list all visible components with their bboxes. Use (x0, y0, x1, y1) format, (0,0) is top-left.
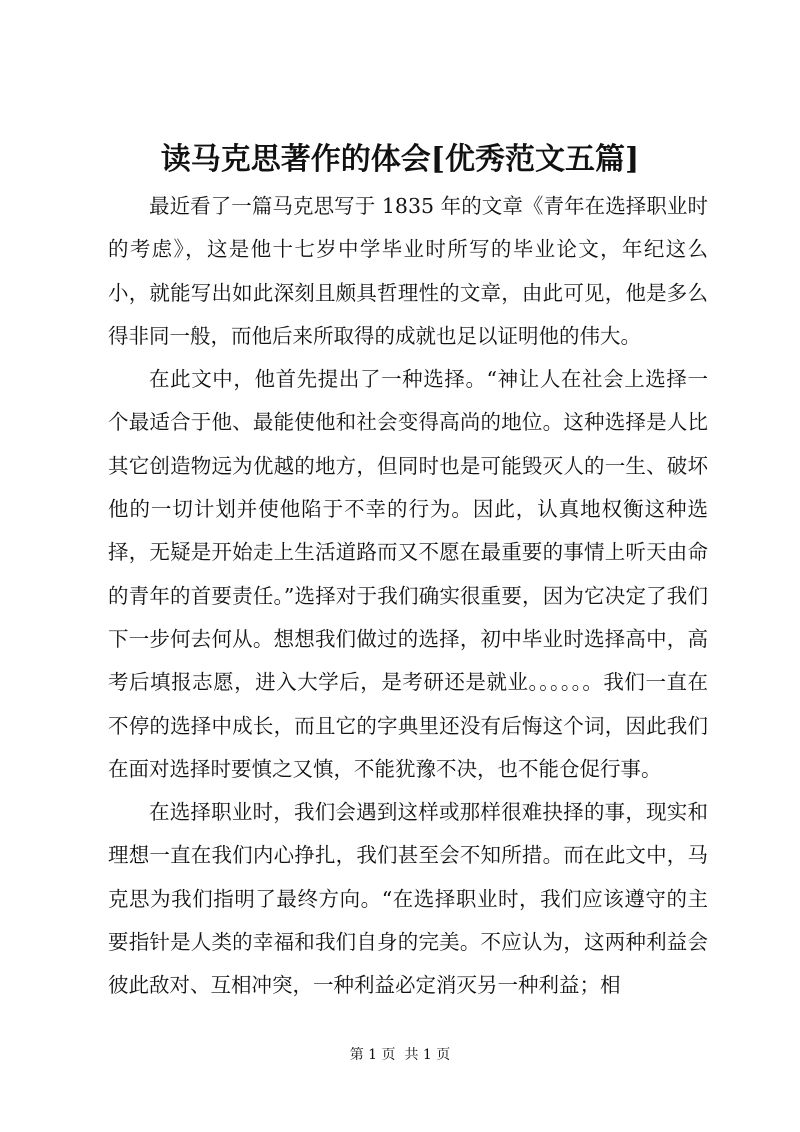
paragraph-1: 最近看了一篇马克思写于 1835 年的文章《青年在选择职业时的考虑》，这是他十七岁中学毕业时所写的毕业论文，年纪这么小，就能写出如此深刻且颇具哲理性的文章，由此可见，他是多么得非同一般，而他后来所取得的成就也足以证明他的伟大。 (108, 194, 708, 348)
page-footer: 第 1 页 共 1 页 (349, 1047, 451, 1063)
document-title: 读马克思著作的体会[优秀范文五篇] (160, 142, 640, 177)
paragraph-3: 在选择职业时，我们会遇到这样或那样很难抉择的事，现实和理想一直在我们内心挣扎，我们甚至会不知所措。而在此文中，马克思为我们指明了最终方向。“在选择职业时，我们应该遵守的主要指针是人类的幸福和我们自身的完美。不应认为，这两种利益会彼此敌对、互相冲突，一种利益必定消灭另一种利益；相 (108, 800, 708, 998)
document-body (108, 185, 708, 1008)
paragraph-2: 在此文中，他首先提出了一种选择。“神让人在社会上选择一个最适合于他、最能使他和社会变得高尚的地位。这种选择是人比其它创造物远为优越的地方，但同时也是可能毁灭人的一生、破坏他的一切计划并使他陷于不幸的行为。因此，认真地权衡这种选择，无疑是开始走上生活道路而又不愿在最重要的事情上听天由命的青年的首要责任。”选择对于我们确实很重要，因为它决定了我们下一步何去何从。想想我们做过的选择，初中毕业时选择高中，高考后填报志愿，进入大学后，是考研还是就业。。。。。。我们一直在不停的选择中成长，而且它的字典里还没有后悔这个词，因此我们在面对选择时要慎之又慎，不能犹豫不决，也不能仓促行事。 (108, 367, 708, 781)
